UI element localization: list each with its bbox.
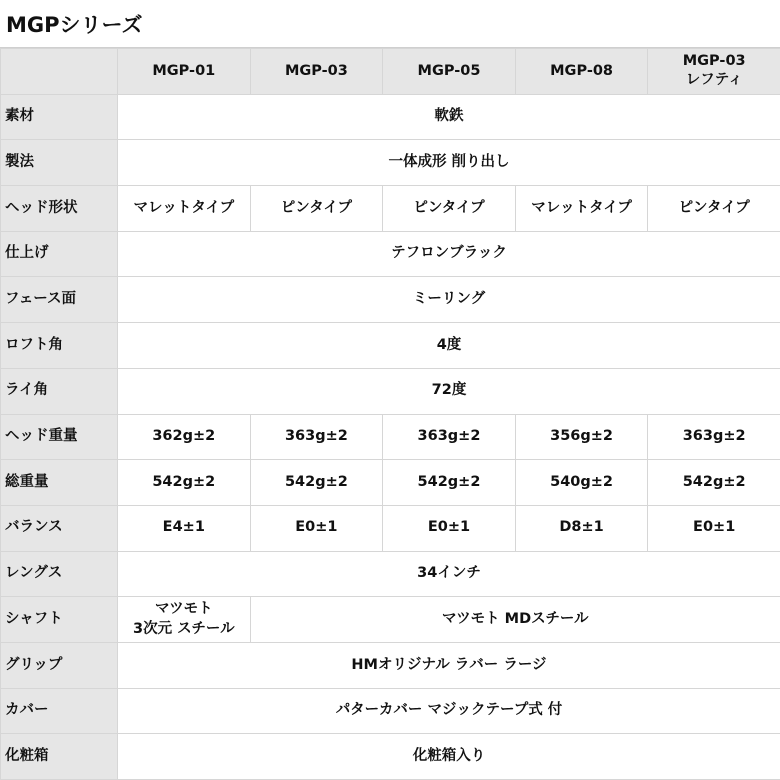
page-title: MGPシリーズ <box>0 0 780 48</box>
cell-value: 542g±2 <box>648 460 780 506</box>
model-header: MGP-05 <box>383 49 516 95</box>
row-cover <box>1 688 780 734</box>
row-material <box>1 94 780 140</box>
model-header: MGP-01 <box>118 49 251 95</box>
row-value: 4度 <box>118 323 780 369</box>
row-label: 総重量 <box>1 460 118 506</box>
row-value: ミーリング <box>118 277 780 323</box>
header-row <box>1 49 780 95</box>
row-balance <box>1 505 780 551</box>
cell-value: 542g±2 <box>250 460 383 506</box>
row-label: 化粧箱 <box>1 734 118 780</box>
cell-value: E0±1 <box>648 505 780 551</box>
row-value: 軟鉄 <box>118 94 780 140</box>
model-header: MGP-08 <box>515 49 648 95</box>
row-loft <box>1 323 780 369</box>
row-box <box>1 734 780 780</box>
row-label: シャフト <box>1 597 118 643</box>
row-label: ヘッド重量 <box>1 414 118 460</box>
row-label: ロフト角 <box>1 323 118 369</box>
row-value: 一体成形 削り出し <box>118 140 780 186</box>
row-label: ライ角 <box>1 368 118 414</box>
row-value: 72度 <box>118 368 780 414</box>
cell-value: ピンタイプ <box>648 186 780 232</box>
row-label: 仕上げ <box>1 231 118 277</box>
row-label: ヘッド形状 <box>1 186 118 232</box>
cell-value: 542g±2 <box>383 460 516 506</box>
cell-value: 363g±2 <box>250 414 383 460</box>
row-value: HMオリジナル ラバー ラージ <box>118 642 780 688</box>
model-header: MGP-03 <box>250 49 383 95</box>
spec-table <box>0 48 780 780</box>
row-value: テフロンブラック <box>118 231 780 277</box>
cell-value: 542g±2 <box>118 460 251 506</box>
cell-value: ピンタイプ <box>250 186 383 232</box>
cell-value: マレットタイプ <box>118 186 251 232</box>
model-header: MGP-03 レフティ <box>648 49 780 95</box>
row-total-weight <box>1 460 780 506</box>
row-process <box>1 140 780 186</box>
cell-value: マレットタイプ <box>515 186 648 232</box>
row-value: マツモト MDスチール <box>250 597 780 643</box>
row-length <box>1 551 780 597</box>
row-finish <box>1 231 780 277</box>
row-label: 製法 <box>1 140 118 186</box>
row-label: カバー <box>1 688 118 734</box>
row-value: パターカバー マジックテープ式 付 <box>118 688 780 734</box>
cell-value: 363g±2 <box>648 414 780 460</box>
row-label: レングス <box>1 551 118 597</box>
row-grip <box>1 642 780 688</box>
row-lie <box>1 368 780 414</box>
row-value: 化粧箱入り <box>118 734 780 780</box>
row-head-weight <box>1 414 780 460</box>
row-label: グリップ <box>1 642 118 688</box>
row-head-shape <box>1 186 780 232</box>
row-label: 素材 <box>1 94 118 140</box>
cell-value: 540g±2 <box>515 460 648 506</box>
cell-value: 363g±2 <box>383 414 516 460</box>
cell-value: E0±1 <box>250 505 383 551</box>
cell-value: E0±1 <box>383 505 516 551</box>
cell-value: 362g±2 <box>118 414 251 460</box>
cell-value: 356g±2 <box>515 414 648 460</box>
cell-value: E4±1 <box>118 505 251 551</box>
row-label: フェース面 <box>1 277 118 323</box>
cell-value: D8±1 <box>515 505 648 551</box>
cell-value: マツモト 3次元 スチール <box>118 597 251 643</box>
row-label: バランス <box>1 505 118 551</box>
cell-value: ピンタイプ <box>383 186 516 232</box>
corner-cell <box>1 49 118 95</box>
row-shaft <box>1 597 780 643</box>
row-value: 34インチ <box>118 551 780 597</box>
row-face <box>1 277 780 323</box>
